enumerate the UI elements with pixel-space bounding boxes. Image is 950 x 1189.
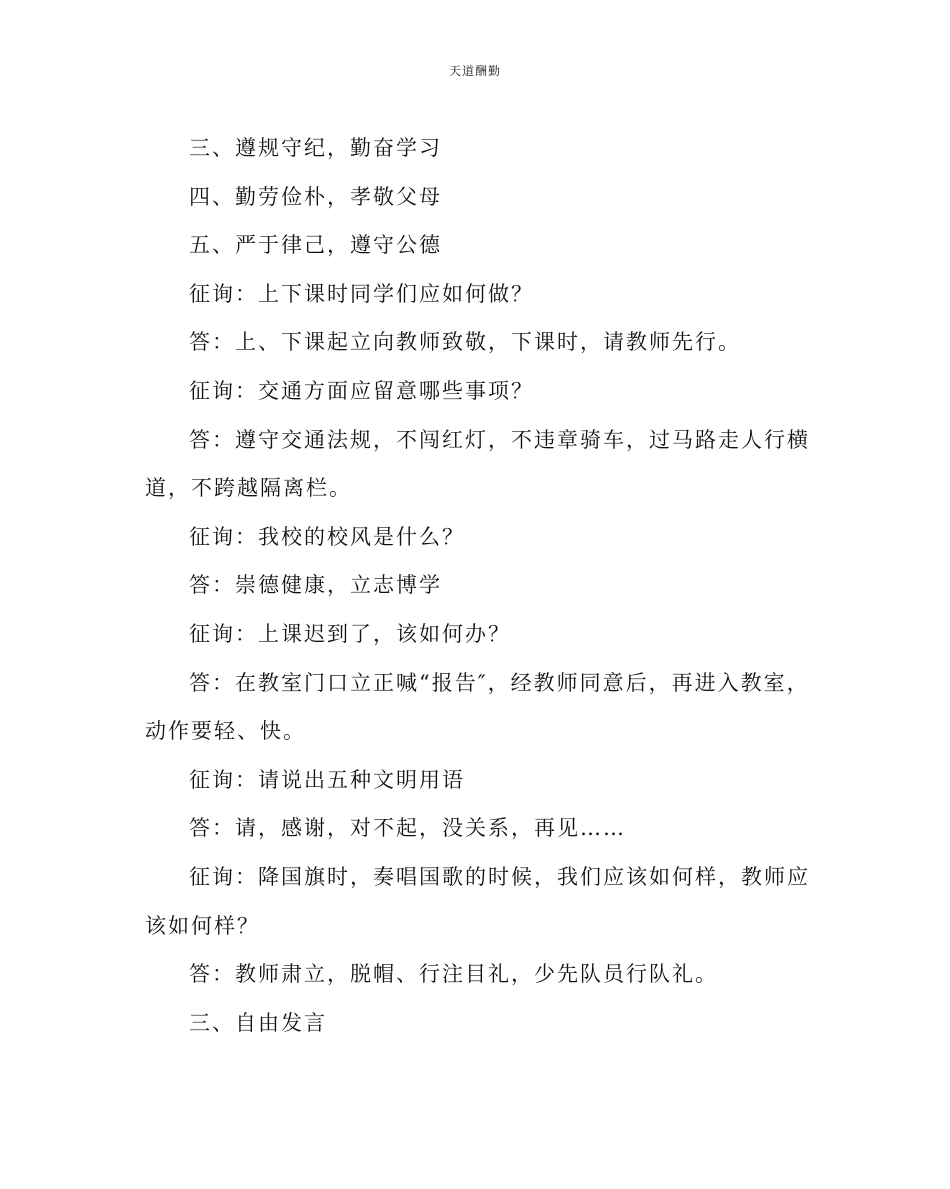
paragraph: 三、自由发言 xyxy=(189,1010,327,1035)
paragraph: 四、勤劳俭朴，孝敬父母 xyxy=(189,184,442,209)
paragraph: 答：教师肃立，脱帽、行注目礼，少先队员行队礼。 xyxy=(189,962,718,987)
paragraph: 答：在教室门口立正喊“报告″，经教师同意后，再进入教室，动作要轻、快。 xyxy=(145,670,810,744)
paragraph: 征询：降国旗时，奏唱国歌的时候，我们应该如何样，教师应该如何样？ xyxy=(145,864,810,938)
paragraph: 答：上、下课起立向教师致敬，下课时，请教师先行。 xyxy=(189,330,741,355)
paragraph: 征询：上课迟到了，该如何办？ xyxy=(189,621,511,646)
page-header: 天道酬勤 xyxy=(448,64,501,78)
document-body xyxy=(145,124,810,1047)
paragraph: 答：崇德健康，立志博学 xyxy=(189,573,442,598)
paragraph: 征询：请说出五种文明用语 xyxy=(189,767,465,792)
paragraph: 答：请，感谢，对不起，没关系，再见…… xyxy=(189,816,626,841)
paragraph: 征询：我校的校风是什么？ xyxy=(189,524,465,549)
paragraph: 答：遵守交通法规，不闯红灯，不违章骑车，过马路走人行横道，不跨越隔离栏。 xyxy=(145,427,810,501)
paragraph: 五、严于律己，遵守公德 xyxy=(189,233,442,258)
paragraph: 三、遵规守纪，勤奋学习 xyxy=(189,136,442,160)
paragraph: 征询：交通方面应留意哪些事项？ xyxy=(189,378,534,403)
paragraph: 征询：上下课时同学们应如何做？ xyxy=(189,281,534,306)
